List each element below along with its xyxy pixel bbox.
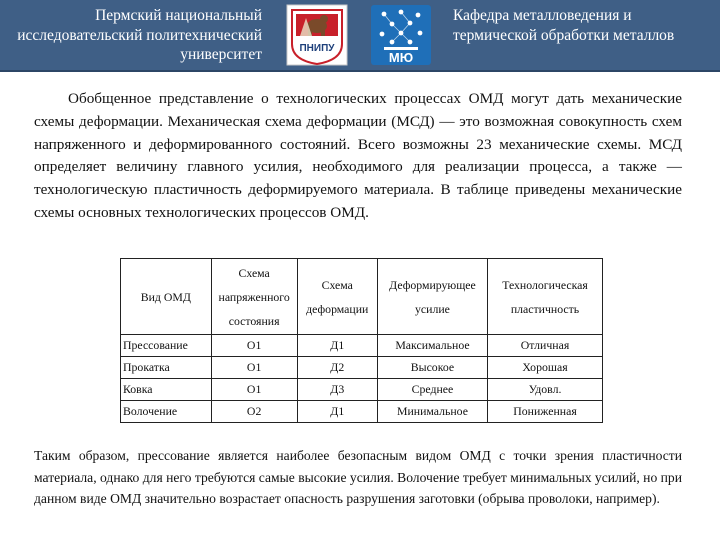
cell-force: Максимальное [377,335,487,357]
svg-text:МЮ: МЮ [388,50,414,65]
header-deformation-scheme: Схема деформации [297,259,377,335]
university-name: Пермский национальный исследовательский политехнический университет [17,7,262,63]
table-row [121,379,603,401]
cell-type: Ковка [121,379,212,401]
cell-type: Прессование [121,335,212,357]
cell-type: Волочение [121,401,212,423]
table-header-row [121,259,603,335]
table-row [121,335,603,357]
mio-logo [370,4,432,66]
cell-deformation: Д3 [297,379,377,401]
cell-stress: О2 [211,401,297,423]
table-row [121,357,603,379]
header-type: Вид ОМД [121,259,212,335]
cell-stress: О1 [211,335,297,357]
cell-deformation: Д2 [297,357,377,379]
cell-deformation: Д1 [297,335,377,357]
header-plasticity: Технологическая пластичность [488,259,603,335]
table-row [121,401,603,423]
deformation-schemes-table [120,258,603,423]
cell-force: Высокое [377,357,487,379]
svg-text:ПНИПУ: ПНИПУ [299,43,335,54]
header-force: Деформирующее усилие [377,259,487,335]
header-stress-scheme: Схема напряженного состояния [211,259,297,335]
cell-plasticity: Отличная [488,335,603,357]
cell-type: Прокатка [121,357,212,379]
cell-deformation: Д1 [297,401,377,423]
department-name: Кафедра металловедения и термической обработки металлов [453,7,675,44]
header-bar [0,0,720,72]
cell-plasticity: Хорошая [488,357,603,379]
conclusion-paragraph: Таким образом, прессование является наиболее безопасным видом ОМД с точки зрения пластичности материала, однако для него требуются самые высокие усилия. Волочение требует минимальных усилий, но при данном виде ОМД значительно возрастает опасность разрушения заготовки (обрыва проволоки, например). [34,448,682,506]
cell-plasticity: Пониженная [488,401,603,423]
pnipu-logo [286,4,348,66]
cell-plasticity: Удовл. [488,379,603,401]
cell-stress: О1 [211,379,297,401]
cell-stress: О1 [211,357,297,379]
intro-paragraph: Обобщенное представление о технологических процессах ОМД могут дать механические схемы деформации. Механическая схема деформации (МСД) — это возможная совокупность схем напряженного и деформированного состояний. Всего возможны 23 механические схемы. МСД определяет величину главного усилия, необходимого для реализации процесса, а также — технологическую пластичность деформируемого материала. В таблице приведены механические схемы основных технологических процессов ОМД. [34,90,682,221]
cell-force: Среднее [377,379,487,401]
cell-force: Минимальное [377,401,487,423]
